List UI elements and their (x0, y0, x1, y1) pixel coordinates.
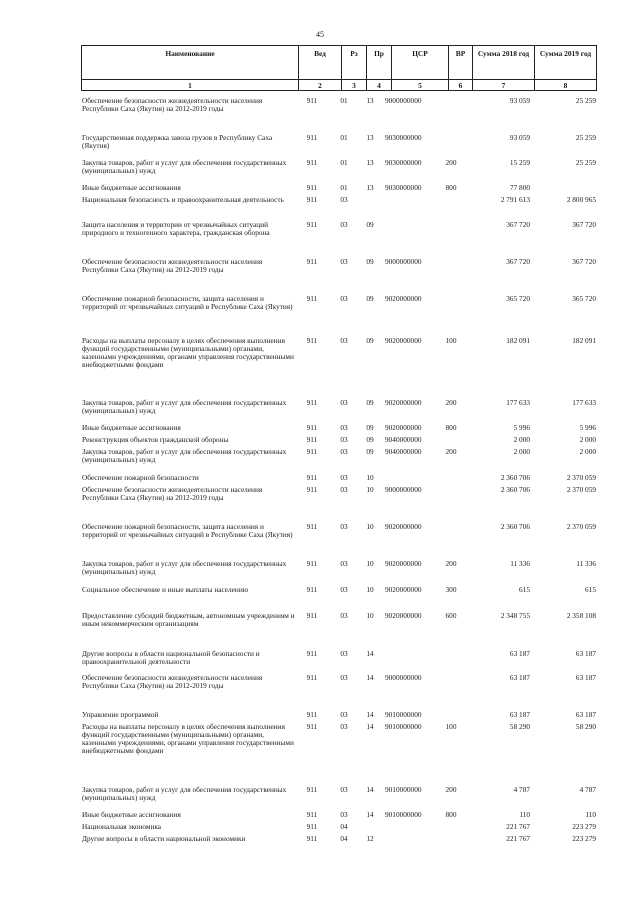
cell-pr: 14 (366, 810, 374, 819)
cell-name: Закупка товаров, работ и услуг для обеспечения государственных (муниципальных) нужд (82, 785, 287, 803)
header-num-3: 3 (342, 80, 367, 91)
cell-ved: 911 (306, 559, 318, 568)
cell-s2019: 63 187 (575, 710, 596, 719)
cell-s2019: 110 (585, 810, 596, 819)
cell-name: Национальная экономика (82, 822, 162, 831)
cell-s2019: 2 370 059 (566, 473, 596, 482)
cell-csr: 9040000000 (385, 435, 422, 444)
cell-pr: 10 (366, 611, 374, 620)
cell-ved: 911 (306, 183, 318, 192)
cell-ved: 911 (306, 398, 318, 407)
cell-csr: 9010000000 (385, 785, 422, 794)
cell-csr: 9040000000 (385, 447, 422, 456)
cell-s2019: 2 000 (579, 435, 596, 444)
cell-name: Управление программой (82, 710, 159, 719)
cell-rz: 03 (340, 435, 348, 444)
cell-s2018: 177 633 (506, 398, 530, 407)
cell-s2018: 63 187 (509, 649, 530, 658)
cell-pr: 13 (366, 158, 374, 167)
cell-ved: 911 (306, 710, 318, 719)
cell-s2018: 63 187 (509, 673, 530, 682)
cell-rz: 03 (340, 423, 348, 432)
cell-ved: 911 (306, 220, 318, 229)
cell-csr: 9030000000 (385, 133, 422, 142)
cell-name: Иные бюджетные ассигнования (82, 810, 181, 819)
cell-pr: 14 (366, 722, 374, 731)
cell-s2018: 2 348 755 (500, 611, 530, 620)
cell-s2019: 182 091 (572, 336, 596, 345)
cell-ved: 911 (306, 611, 318, 620)
cell-csr: 9030000000 (385, 183, 422, 192)
cell-s2018: 4 787 (513, 785, 530, 794)
cell-vr: 800 (445, 183, 457, 192)
cell-name: Расходы на выплаты персоналу в целях обеспечения выполнения функций государственными (муниципальными) органами, казенными учреждениями, органами управления государственными внебюджетными фондами (82, 722, 294, 756)
cell-rz: 03 (340, 257, 348, 266)
header-num-8: 8 (535, 80, 597, 91)
cell-ved: 911 (306, 336, 318, 345)
cell-s2019: 11 336 (576, 559, 596, 568)
cell-csr: 9020000000 (385, 522, 422, 531)
cell-ved: 911 (306, 294, 318, 303)
cell-ved: 911 (306, 834, 318, 843)
cell-csr: 9000000000 (385, 96, 422, 105)
cell-name: Закупка товаров, работ и услуг для обеспечения государственных (муниципальных) нужд (82, 398, 287, 416)
page-number: 45 (316, 30, 324, 39)
cell-s2019: 25 259 (575, 158, 596, 167)
cell-ved: 911 (306, 423, 318, 432)
cell-s2019: 223 279 (572, 822, 596, 831)
cell-s2018: 367 720 (506, 220, 530, 229)
cell-ved: 911 (306, 257, 318, 266)
cell-rz: 01 (340, 158, 348, 167)
cell-name: Национальная безопасность и правоохранительная деятельность (82, 195, 284, 204)
cell-s2018: 365 720 (506, 294, 530, 303)
cell-ved: 911 (306, 473, 318, 482)
cell-ved: 911 (306, 447, 318, 456)
cell-s2019: 367 720 (572, 220, 596, 229)
cell-rz: 03 (340, 473, 348, 482)
cell-rz: 03 (340, 710, 348, 719)
cell-pr: 14 (366, 785, 374, 794)
cell-pr: 10 (366, 522, 374, 531)
cell-s2018: 2 360 706 (500, 473, 530, 482)
cell-s2019: 2 370 059 (566, 485, 596, 494)
cell-vr: 200 (445, 559, 457, 568)
cell-s2019: 58 290 (575, 722, 596, 731)
cell-s2019: 25 259 (575, 133, 596, 142)
cell-ved: 911 (306, 673, 318, 682)
cell-pr: 09 (366, 435, 374, 444)
cell-s2018: 77 800 (509, 183, 530, 192)
cell-s2018: 93 059 (509, 96, 530, 105)
cell-rz: 03 (340, 220, 348, 229)
cell-name: Предоставление субсидий бюджетным, автономным учреждениям и иным некоммерческим организациям (82, 611, 295, 629)
cell-s2019: 367 720 (572, 257, 596, 266)
cell-csr: 9020000000 (385, 559, 422, 568)
cell-rz: 03 (340, 722, 348, 731)
header-name: Наименование (82, 46, 299, 80)
cell-ved: 911 (306, 133, 318, 142)
cell-csr: 9020000000 (385, 294, 422, 303)
cell-rz: 03 (340, 673, 348, 682)
cell-csr: 9020000000 (385, 585, 422, 594)
cell-csr: 9020000000 (385, 423, 422, 432)
cell-vr: 200 (445, 447, 457, 456)
cell-s2018: 2 360 706 (500, 485, 530, 494)
cell-name: Социальное обеспечение и иные выплаты населению (82, 585, 249, 594)
cell-name: Иные бюджетные ассигнования (82, 423, 181, 432)
cell-ved: 911 (306, 722, 318, 731)
cell-csr: 9000000000 (385, 485, 422, 494)
cell-pr: 14 (366, 649, 374, 658)
header-num-4: 4 (367, 80, 392, 91)
cell-s2018: 63 187 (509, 710, 530, 719)
cell-rz: 03 (340, 485, 348, 494)
cell-ved: 911 (306, 522, 318, 531)
cell-s2019: 365 720 (572, 294, 596, 303)
cell-rz: 03 (340, 810, 348, 819)
cell-name: Обеспечение пожарной безопасности, защита населения и территорий от чрезвычайных ситуаций в Республике Саха (Якутия) (82, 294, 293, 312)
cell-name: Закупка товаров, работ и услуг для обеспечения государственных (муниципальных) нужд (82, 447, 287, 465)
cell-s2019: 223 279 (572, 834, 596, 843)
cell-pr: 13 (366, 96, 374, 105)
cell-csr: 9000000000 (385, 673, 422, 682)
cell-name: Государственная поддержка завоза грузов в Республику Саха (Якутия) (82, 133, 273, 151)
cell-name: Обеспечение безопасности жизнедеятельности населения Республики Саха (Якутия) на 2012-2019 годы (82, 485, 263, 503)
cell-s2018: 2 360 706 (500, 522, 530, 531)
cell-ved: 911 (306, 435, 318, 444)
cell-s2019: 25 259 (575, 96, 596, 105)
header-num-2: 2 (299, 80, 342, 91)
cell-s2018: 221 767 (506, 822, 530, 831)
cell-name: Защита населения и территории от чрезвычайных ситуаций природного и техногенного характера, гражданская оборона (82, 220, 270, 238)
cell-name: Обеспечение пожарной безопасности, защита населения и территорий от чрезвычайных ситуаций в Республике Саха (Якутия) (82, 522, 293, 540)
cell-ved: 911 (306, 195, 318, 204)
cell-rz: 03 (340, 585, 348, 594)
header-num-6: 6 (449, 80, 473, 91)
cell-s2019: 4 787 (579, 785, 596, 794)
cell-s2019: 615 (585, 585, 596, 594)
cell-s2019: 2 000 (579, 447, 596, 456)
cell-csr: 9030000000 (385, 158, 422, 167)
cell-pr: 10 (366, 559, 374, 568)
cell-s2019: 63 187 (575, 673, 596, 682)
cell-rz: 04 (340, 834, 348, 843)
cell-name: Закупка товаров, работ и услуг для обеспечения государственных (муниципальных) нужд (82, 559, 287, 577)
header-rz: Рз (342, 46, 367, 80)
cell-vr: 300 (445, 585, 457, 594)
cell-rz: 03 (340, 785, 348, 794)
cell-pr: 13 (366, 133, 374, 142)
cell-s2019: 63 187 (575, 649, 596, 658)
cell-ved: 911 (306, 485, 318, 494)
cell-s2019: 5 996 (579, 423, 596, 432)
cell-rz: 01 (340, 133, 348, 142)
header-pr: Пр (367, 46, 392, 80)
cell-name: Другие вопросы в области национальной экономики (82, 834, 246, 843)
cell-ved: 911 (306, 785, 318, 794)
cell-pr: 09 (366, 220, 374, 229)
cell-ved: 911 (306, 585, 318, 594)
cell-vr: 200 (445, 398, 457, 407)
cell-ved: 911 (306, 158, 318, 167)
header-sum-2018: Сумма 2018 год (473, 46, 535, 80)
cell-pr: 12 (366, 834, 374, 843)
cell-s2019: 2 370 059 (566, 522, 596, 531)
cell-s2018: 58 290 (509, 722, 530, 731)
cell-pr: 10 (366, 585, 374, 594)
cell-rz: 03 (340, 336, 348, 345)
cell-s2018: 2 000 (513, 435, 530, 444)
cell-vr: 600 (445, 611, 457, 620)
header-num-1: 1 (82, 80, 299, 91)
cell-vr: 800 (445, 810, 457, 819)
cell-ved: 911 (306, 649, 318, 658)
cell-vr: 800 (445, 423, 457, 432)
cell-s2018: 5 996 (513, 423, 530, 432)
cell-pr: 10 (366, 473, 374, 482)
cell-name: Обеспечение безопасности жизнедеятельности населения Республики Саха (Якутия) на 2012-2019 годы (82, 257, 263, 275)
cell-csr: 9000000000 (385, 257, 422, 266)
cell-name: Расходы на выплаты персоналу в целях обеспечения выполнения функций государственными (муниципальными) органами, казенными учреждениями, органами управления государственными внебюджетными фондами (82, 336, 294, 370)
cell-s2018: 110 (519, 810, 530, 819)
cell-s2019: 2 800 965 (566, 195, 596, 204)
cell-pr: 09 (366, 257, 374, 266)
cell-rz: 03 (340, 447, 348, 456)
cell-rz: 03 (340, 649, 348, 658)
cell-vr: 200 (445, 785, 457, 794)
cell-rz: 03 (340, 611, 348, 620)
cell-vr: 100 (445, 336, 457, 345)
cell-name: Иные бюджетные ассигнования (82, 183, 181, 192)
cell-rz: 04 (340, 822, 348, 831)
cell-rz: 03 (340, 522, 348, 531)
cell-csr: 9010000000 (385, 710, 422, 719)
cell-name: Обеспечение безопасности жизнедеятельности населения Республики Саха (Якутия) на 2012-2019 годы (82, 96, 263, 114)
cell-pr: 14 (366, 710, 374, 719)
cell-csr: 9020000000 (385, 336, 422, 345)
cell-vr: 100 (445, 722, 457, 731)
cell-s2019: 177 633 (572, 398, 596, 407)
cell-s2018: 182 091 (506, 336, 530, 345)
cell-csr: 9010000000 (385, 810, 422, 819)
cell-ved: 911 (306, 810, 318, 819)
cell-pr: 14 (366, 673, 374, 682)
cell-name: Другие вопросы в области национальной безопасности и правоохранительной деятельности (82, 649, 260, 667)
cell-ved: 911 (306, 822, 318, 831)
cell-pr: 09 (366, 336, 374, 345)
cell-csr: 9010000000 (385, 722, 422, 731)
header-vr: ВР (449, 46, 473, 80)
cell-rz: 03 (340, 559, 348, 568)
cell-rz: 03 (340, 195, 348, 204)
header-ved: Вед (299, 46, 342, 80)
cell-s2018: 2 791 613 (500, 195, 530, 204)
cell-vr: 200 (445, 158, 457, 167)
cell-s2018: 615 (519, 585, 530, 594)
cell-csr: 9020000000 (385, 611, 422, 620)
cell-s2018: 2 000 (513, 447, 530, 456)
header-sum-2019: Сумма 2019 год (535, 46, 597, 80)
cell-pr: 13 (366, 183, 374, 192)
cell-csr: 9020000000 (385, 398, 422, 407)
cell-pr: 09 (366, 447, 374, 456)
cell-rz: 01 (340, 183, 348, 192)
cell-s2018: 93 059 (509, 133, 530, 142)
header-csr: ЦСР (392, 46, 449, 80)
cell-pr: 09 (366, 398, 374, 407)
cell-name: Обеспечение безопасности жизнедеятельности населения Республики Саха (Якутия) на 2012-2019 годы (82, 673, 263, 691)
header-num-5: 5 (392, 80, 449, 91)
cell-rz: 03 (340, 294, 348, 303)
cell-s2019: 2 358 108 (566, 611, 596, 620)
cell-name: Обеспечение пожарной безопасности (82, 473, 199, 482)
cell-pr: 09 (366, 294, 374, 303)
cell-ved: 911 (306, 96, 318, 105)
header-num-7: 7 (473, 80, 535, 91)
cell-name: Реконструкция объектов гражданской обороны (82, 435, 229, 444)
cell-pr: 10 (366, 485, 374, 494)
cell-s2018: 11 336 (510, 559, 530, 568)
cell-rz: 03 (340, 398, 348, 407)
cell-s2018: 221 767 (506, 834, 530, 843)
cell-rz: 01 (340, 96, 348, 105)
cell-s2018: 15 259 (509, 158, 530, 167)
cell-s2018: 367 720 (506, 257, 530, 266)
cell-pr: 09 (366, 423, 374, 432)
cell-name: Закупка товаров, работ и услуг для обеспечения государственных (муниципальных) нужд (82, 158, 287, 176)
